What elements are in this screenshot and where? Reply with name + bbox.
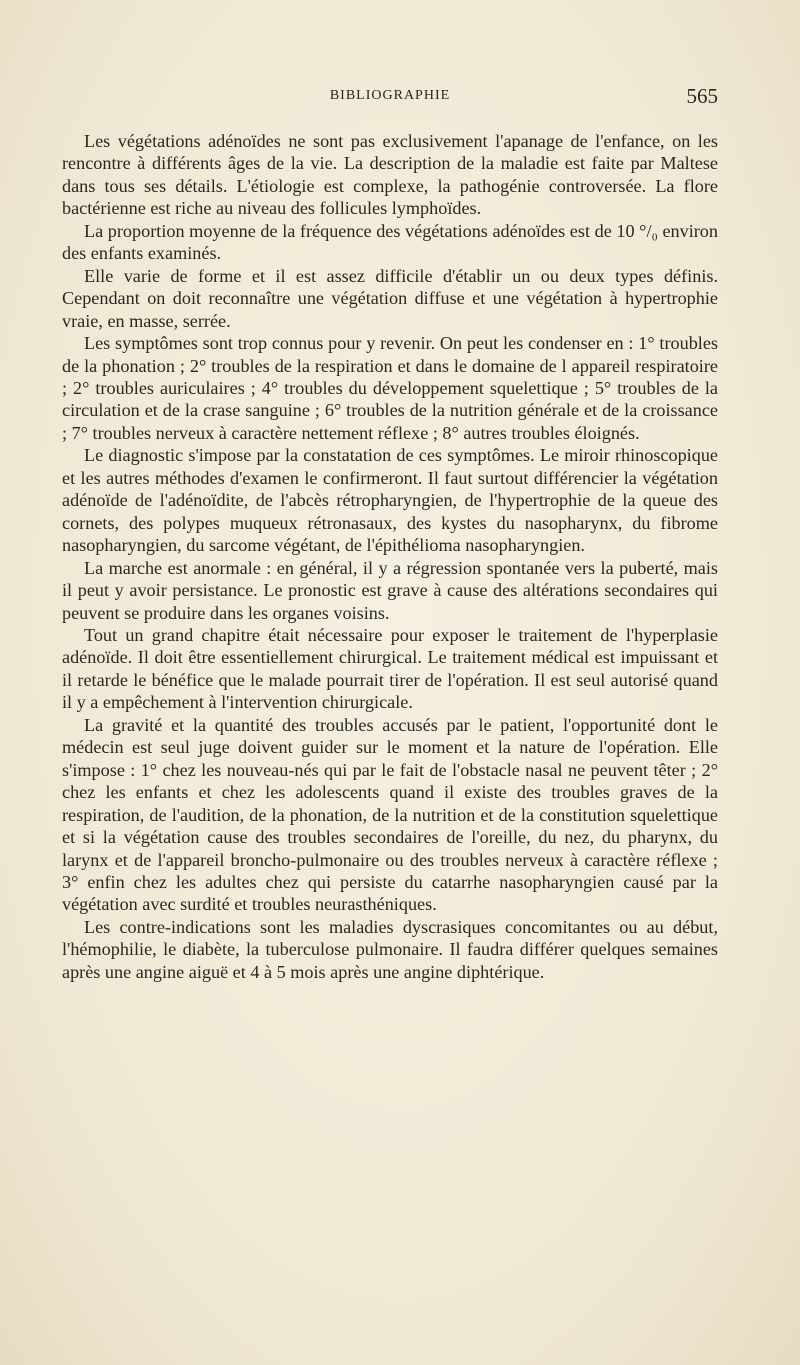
paragraph-contraindications: Les contre-indications sont les maladies dyscrasiques concomitantes ou au début, l'hémophilie, le diabète, la tuberculose pulmonaire. Il faudra différer quelques semaines après une angine aiguë et 4 à 5 mois après une angine diphtérique. [62, 916, 718, 982]
page-number: 565 [686, 84, 718, 108]
paragraph-course: La marche est anormale : en général, il y a régression spontanée vers la puberté, mais il peut y avoir persistance. Le pronostic est grave à cause des altérations secondaires qui peuvent se produire dans les organes voisins. [62, 557, 718, 623]
running-title: BIBLIOGRAPHIE [329, 88, 451, 103]
paragraph-frequency: La proportion moyenne de la fréquence des végétations adénoïdes est de 10 °/₀ environ des enfants examinés. [62, 220, 718, 264]
paragraph-treatment: Tout un grand chapitre était nécessaire pour exposer le traitement de l'hyperplasie adénoïde. Il doit être essentiellement chirurgical. Le traitement médical est impuissant et il retarde le bénéfice que le malade pourrait tirer de l'opération. Il est seul autorisé quand il y a empêchement à l'intervention chirurgicale. [62, 624, 718, 713]
paragraph-indications: La gravité et la quantité des troubles accusés par le patient, l'opportunité dont le médecin est seul juge doivent guider sur le moment et la nature de l'opération. Elle s'impose : 1° chez les nouveau-nés qui par le fait de l'obstacle nasal ne peuvent têter ; 2° chez les enfants et chez les adolescents quand il existe des troubles graves de la respiration, de l'audition, de la phonation, de la nutrition et de la constitution squelettique et si la végétation cause des troubles secondaires de l'oreille, du nez, du pharynx, du larynx et de l'appareil broncho-pulmonaire ou des troubles nerveux à caractère réflexe ; 3° enfin chez les adultes chez qui persiste du catarrhe nasopharyngien causé par la végétation avec surdité et troubles neurasthéniques. [62, 714, 718, 915]
body-text [62, 130, 718, 983]
paragraph-etiology: Les végétations adénoïdes ne sont pas exclusivement l'apanage de l'enfance, on les rencontre à différents âges de la vie. La description de la maladie est faite par Maltese dans tous ses détails. L'étiologie est complexe, la pathogénie controversée. La flore bactérienne est riche au niveau des follicules lymphoïdes. [62, 131, 718, 219]
paragraph-forms: Elle varie de forme et il est assez difficile d'établir un ou deux types définis. Cependant on doit reconnaître une végétation diffuse et une végétation à hypertrophie vraie, en masse, serrée. [62, 265, 718, 331]
paragraph-diagnosis: Le diagnostic s'impose par la constatation de ces symptômes. Le miroir rhinoscopique et les autres méthodes d'examen le confirmeront. Il faut surtout différencier la végétation adénoïde de l'adénoïdite, de l'abcès rétropharyngien, de l'hypertrophie de la queue des cornets, des polypes muqueux rétronasaux, des kystes du nasopharynx, du fibrome nasopharyngien, du sarcome végétant, de l'épithélioma nasopharyngien. [62, 445, 718, 556]
running-head [62, 84, 718, 112]
paragraph-symptoms: Les symptômes sont trop connus pour y revenir. On peut les condenser en : 1° troubles de la phonation ; 2° troubles de la respiration et dans le domaine de l appareil respiratoire ; 2° troubles auriculaires ; 4° troubles du développement squelettique ; 5° troubles de la circulation et de la crase sanguine ; 6° troubles de la nutrition générale et de la croissance ; 7° troubles nerveux à caractère nettement réflexe ; 8° autres troubles éloignés. [62, 333, 718, 443]
